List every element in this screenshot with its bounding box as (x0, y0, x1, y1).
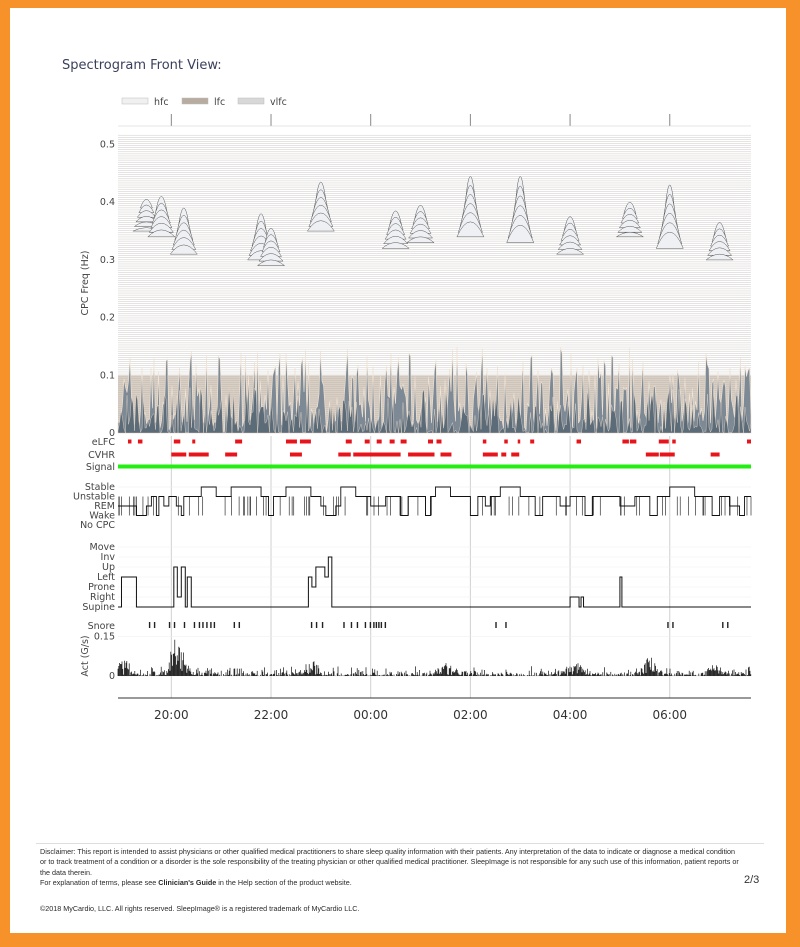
elfc-segment (630, 440, 636, 444)
cvhr-segment (353, 453, 400, 457)
cvhr-segment (171, 453, 186, 457)
terms-prefix: For explanation of terms, please see (40, 878, 159, 888)
legend-swatch-hfc (122, 98, 148, 104)
x-tick-1: 22:00 (253, 708, 289, 722)
snore-event (727, 622, 728, 628)
elfc-segment (577, 440, 581, 444)
snore-event (381, 622, 382, 628)
x-tick-4: 04:00 (552, 708, 588, 722)
state-label-0: Stable (84, 482, 115, 493)
elfc-segment (138, 440, 142, 444)
spec-ytick-2: 0.2 (99, 312, 115, 324)
elfc-segment (428, 440, 433, 444)
state-label-1: Unstable (73, 491, 115, 503)
snore-event (667, 622, 668, 628)
snore-event (149, 622, 150, 628)
elfc-segment (192, 440, 195, 444)
snore-event (239, 622, 240, 628)
cvhr-segment (511, 453, 519, 457)
clinicians-guide-link[interactable]: Clinician's Guide (158, 878, 217, 888)
cvhr-segment (440, 453, 451, 457)
legend-label-lfc: lfc (214, 97, 226, 108)
elfc-segment (401, 440, 407, 444)
elfc-segment (365, 440, 370, 444)
act-ytick-0: 0 (108, 671, 115, 682)
state-label-4: No CPC (80, 520, 115, 531)
legend-swatch-vlfc (238, 98, 264, 104)
snore-event (234, 622, 235, 628)
snore-event (199, 622, 200, 628)
elfc-segment (377, 440, 382, 444)
cvhr-segment (338, 453, 350, 457)
snore-label: Snore (87, 621, 115, 632)
signal-bar (118, 465, 751, 469)
position-label-0: Move (89, 542, 115, 553)
sleep-state-line (118, 487, 751, 516)
spec-ytick-5: 0.5 (99, 139, 115, 151)
snore-event (378, 622, 379, 628)
disclaimer-text: Disclaimer: This report is intended to assist physicians or other qualified medical practitioners to share sleep quality information with their patients. Any interpretation of the data to indicate or diagnose a medical condition or to track treatment of a condition or a disorder is the sole responsibility of the treating physician or other qualified medical practitioner. SleepImage is not responsible for any such use of this information, patient reports or the data therein. (40, 847, 739, 877)
page-number: 2/3 (744, 874, 760, 886)
x-tick-2: 00:00 (353, 708, 388, 722)
elfc-segment (390, 440, 395, 444)
position-label-1: Inv (100, 552, 115, 563)
snore-event (202, 622, 203, 628)
state-label-3: Wake (89, 510, 115, 522)
snore-event (373, 622, 374, 628)
spec-ylabel: CPC Freq (Hz) (80, 250, 91, 316)
snore-event (505, 622, 506, 628)
elfc-segment (286, 440, 297, 444)
elfc-segment (300, 440, 311, 444)
snore-event (210, 622, 211, 628)
snore-event (357, 622, 358, 628)
snore-event (169, 622, 170, 628)
position-label-5: Right (89, 592, 115, 603)
snore-event (214, 622, 215, 628)
terms-suffix: in the Help section of the product website. (216, 878, 352, 888)
track-label-eLFC: eLFC (91, 437, 115, 448)
x-tick-5: 06:00 (652, 708, 688, 722)
elfc-segment (436, 440, 441, 444)
activity-trace (118, 640, 751, 676)
snore-event (311, 622, 312, 628)
cvhr-segment (408, 453, 434, 457)
spec-ytick-0: 0 (108, 428, 115, 439)
spec-ytick-1: 0.1 (99, 370, 115, 382)
spec-ytick-4: 0.4 (99, 197, 115, 209)
position-label-3: Left (97, 572, 115, 583)
cvhr-segment (290, 453, 302, 457)
disclaimer (40, 847, 740, 889)
spectrogram-chart (10, 8, 786, 722)
cvhr-segment (189, 453, 209, 457)
elfc-segment (530, 440, 534, 444)
position-line (118, 557, 751, 607)
snore-event (174, 622, 175, 628)
snore-event (206, 622, 207, 628)
elfc-segment (747, 440, 751, 444)
x-tick-0: 20:00 (154, 708, 189, 722)
snore-event (365, 622, 366, 628)
act-ytick-1: 0.15 (93, 631, 115, 643)
cvhr-segment (646, 453, 659, 457)
position-label-4: Prone (88, 582, 115, 593)
elfc-segment (483, 440, 486, 444)
snore-event (343, 622, 344, 628)
state-label-2: REM (94, 501, 115, 512)
snore-event (385, 622, 386, 628)
act-ylabel: Act (G/s) (80, 635, 91, 677)
x-tick-3: 02:00 (453, 708, 488, 722)
cvhr-segment (483, 453, 498, 457)
elfc-segment (128, 440, 131, 444)
legend-label-vlfc: vlfc (270, 97, 287, 108)
spec-ytick-3: 0.3 (99, 254, 115, 266)
snore-event (351, 622, 352, 628)
snore-event (722, 622, 723, 628)
track-label-CVHR: CVHR (88, 450, 115, 461)
snore-event (316, 622, 317, 628)
elfc-segment (174, 440, 180, 444)
position-label-6: Supine (82, 602, 115, 613)
snore-event (370, 622, 371, 628)
report-page (10, 8, 786, 933)
elfc-segment (518, 440, 520, 444)
track-label-Signal: Signal (85, 462, 115, 473)
snore-event (672, 622, 673, 628)
snore-event (495, 622, 496, 628)
elfc-segment (235, 440, 242, 444)
elfc-segment (659, 440, 669, 444)
legend-label-hfc: hfc (154, 97, 169, 108)
snore-event (184, 622, 185, 628)
cvhr-segment (225, 453, 237, 457)
cvhr-segment (711, 453, 720, 457)
elfc-segment (672, 440, 675, 444)
cvhr-segment (660, 453, 675, 457)
elfc-segment (622, 440, 628, 444)
page-title: Spectrogram Front View: (62, 58, 222, 73)
position-label-2: Up (102, 562, 115, 573)
copyright-text: ©2018 MyCardio, LLC. All rights reserved. SleepImage® is a registered trademark of MyCardio LLC. (40, 904, 360, 913)
snore-event (154, 622, 155, 628)
snore-event (194, 622, 195, 628)
elfc-segment (346, 440, 352, 444)
legend-swatch-lfc (182, 98, 208, 104)
snore-event (376, 622, 377, 628)
footer-divider (36, 843, 764, 844)
elfc-segment (504, 440, 507, 444)
cvhr-segment (501, 453, 506, 457)
snore-event (322, 622, 323, 628)
